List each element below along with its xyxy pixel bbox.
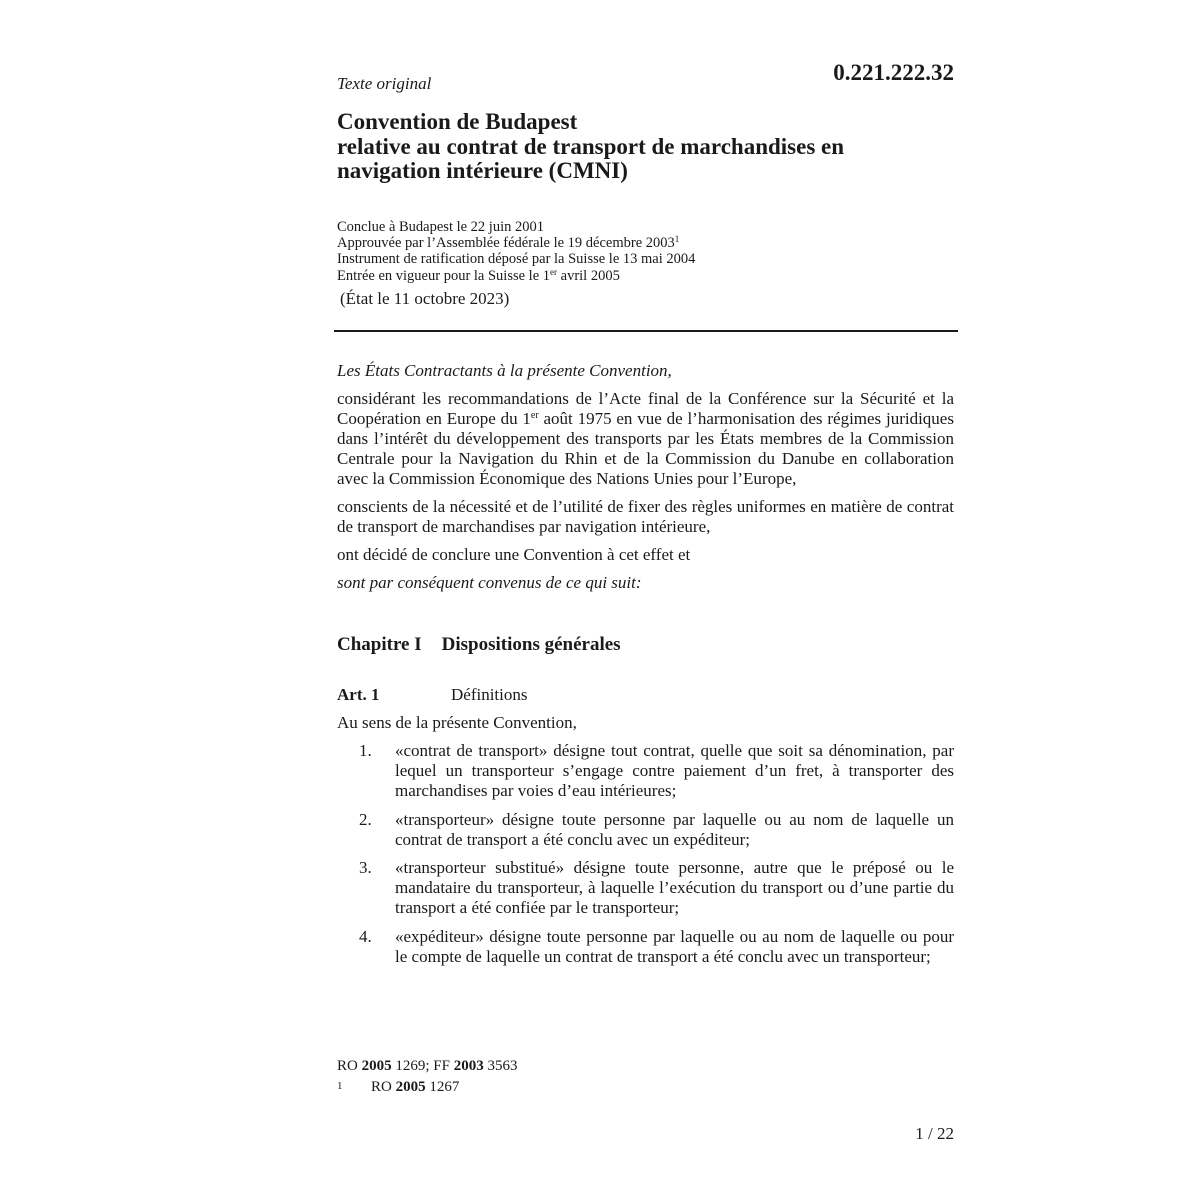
- preamble-intro: Les États Contractants à la présente Convention,: [337, 361, 672, 380]
- entry-pre: Entrée en vigueur pour la Suisse le 1: [337, 267, 551, 284]
- article-title: Définitions: [451, 685, 528, 704]
- preamble-paragraph-4: sont par conséquent convenus de ce qui suit:: [337, 573, 642, 592]
- header-divider: [334, 330, 958, 332]
- ff-page: 3563: [483, 1058, 518, 1074]
- fn-ro-label: RO: [371, 1079, 396, 1095]
- list-item: «transporteur» désigne toute personne par laquelle ou au nom de laquelle un contrat de transport a été conclu avec un expéditeur;: [395, 810, 954, 849]
- footer-reference: [337, 1058, 517, 1075]
- document-title: [337, 110, 957, 184]
- document-number: 0.221.222.32: [833, 60, 954, 85]
- fn-page: 1267: [425, 1079, 460, 1095]
- footnote-ref-1[interactable]: 1: [674, 234, 680, 245]
- approved-text: Approuvée par l’Assemblée fédérale le 19 décembre 2003: [337, 235, 675, 252]
- p1-post: août 1975 en vue de l’harmonisation des régimes juridiques dans l’intérêt du développement des transports par les États membres de la Commission Centrale pour la Navigation du Rhin et de la Commission du Danube en collaboration avec la Commission Économique des Nations Unies pour l’Europe,: [337, 409, 954, 488]
- original-text-label: Texte original: [337, 74, 432, 93]
- list-item-number: 3.: [359, 858, 372, 877]
- ro-page: 1269; FF: [391, 1058, 454, 1074]
- ro-label: RO: [337, 1058, 362, 1074]
- article-intro: Au sens de la présente Convention,: [337, 713, 577, 732]
- chapter-heading: [337, 634, 621, 656]
- status-date: (État le 11 octobre 2023): [340, 289, 510, 308]
- title-line-3: navigation intérieure (CMNI): [337, 158, 628, 183]
- title-line-2: relative au contrat de transport de marchandises en: [337, 133, 845, 159]
- list-item-number: 2.: [359, 810, 372, 829]
- title-line-1: Convention de Budapest: [337, 109, 578, 134]
- concluded-line: Conclue à Budapest le 22 juin 2001: [337, 219, 544, 235]
- chapter-label: Chapitre I: [337, 634, 422, 655]
- list-item: «contrat de transport» désigne tout contrat, quelle que soit sa dénomination, par lequel un transporteur s’engage contre paiement d’un fret, à transporter des marchandises par voies d’eau intérieures;: [395, 741, 954, 800]
- list-item: «expéditeur» désigne toute personne par laquelle ou au nom de laquelle ou pour le compte de laquelle un contrat de transport a été conclu avec un transporteur;: [395, 927, 954, 966]
- entry-post: avril 2005: [557, 267, 620, 284]
- entry-sup: er: [550, 266, 558, 277]
- p1-pre: considérant les recommandations de l’Acte final de la Conférence sur la Sécurité et la Coopération en Europe du 1: [337, 389, 954, 428]
- page-number: 1 / 22: [915, 1124, 954, 1143]
- list-item-number: 1.: [359, 741, 372, 760]
- ff-year: 2003: [453, 1058, 484, 1074]
- p1-sup: er: [530, 410, 539, 421]
- fn-year: 2005: [395, 1079, 426, 1095]
- article-heading: [337, 685, 528, 705]
- document-metadata: [337, 219, 957, 284]
- chapter-title: Dispositions générales: [441, 634, 621, 655]
- ro-year: 2005: [361, 1058, 392, 1074]
- article-label: Art. 1: [337, 685, 380, 704]
- ratification-line: Instrument de ratification déposé par la Suisse le 13 mai 2004: [337, 251, 696, 268]
- preamble-paragraph-3: ont décidé de conclure une Convention à cet effet et: [337, 545, 691, 564]
- entry-into-force-line: [337, 268, 957, 284]
- approved-line: [337, 235, 957, 251]
- preamble-paragraph-1: [337, 389, 954, 489]
- footnote-text: [371, 1079, 459, 1096]
- footnote-marker: 1: [337, 1080, 343, 1092]
- list-item-number: 4.: [359, 927, 372, 946]
- preamble-paragraph-2: conscients de la nécessité et de l’utilité de fixer des règles uniformes en matière de contrat de transport de marchandises par navigation intérieure,: [337, 497, 954, 536]
- list-item: «transporteur substitué» désigne toute personne, autre que le préposé ou le mandataire du transporteur, à laquelle l’exécution du transport ou d’une partie du transport a été confiée par le transporteur;: [395, 858, 954, 917]
